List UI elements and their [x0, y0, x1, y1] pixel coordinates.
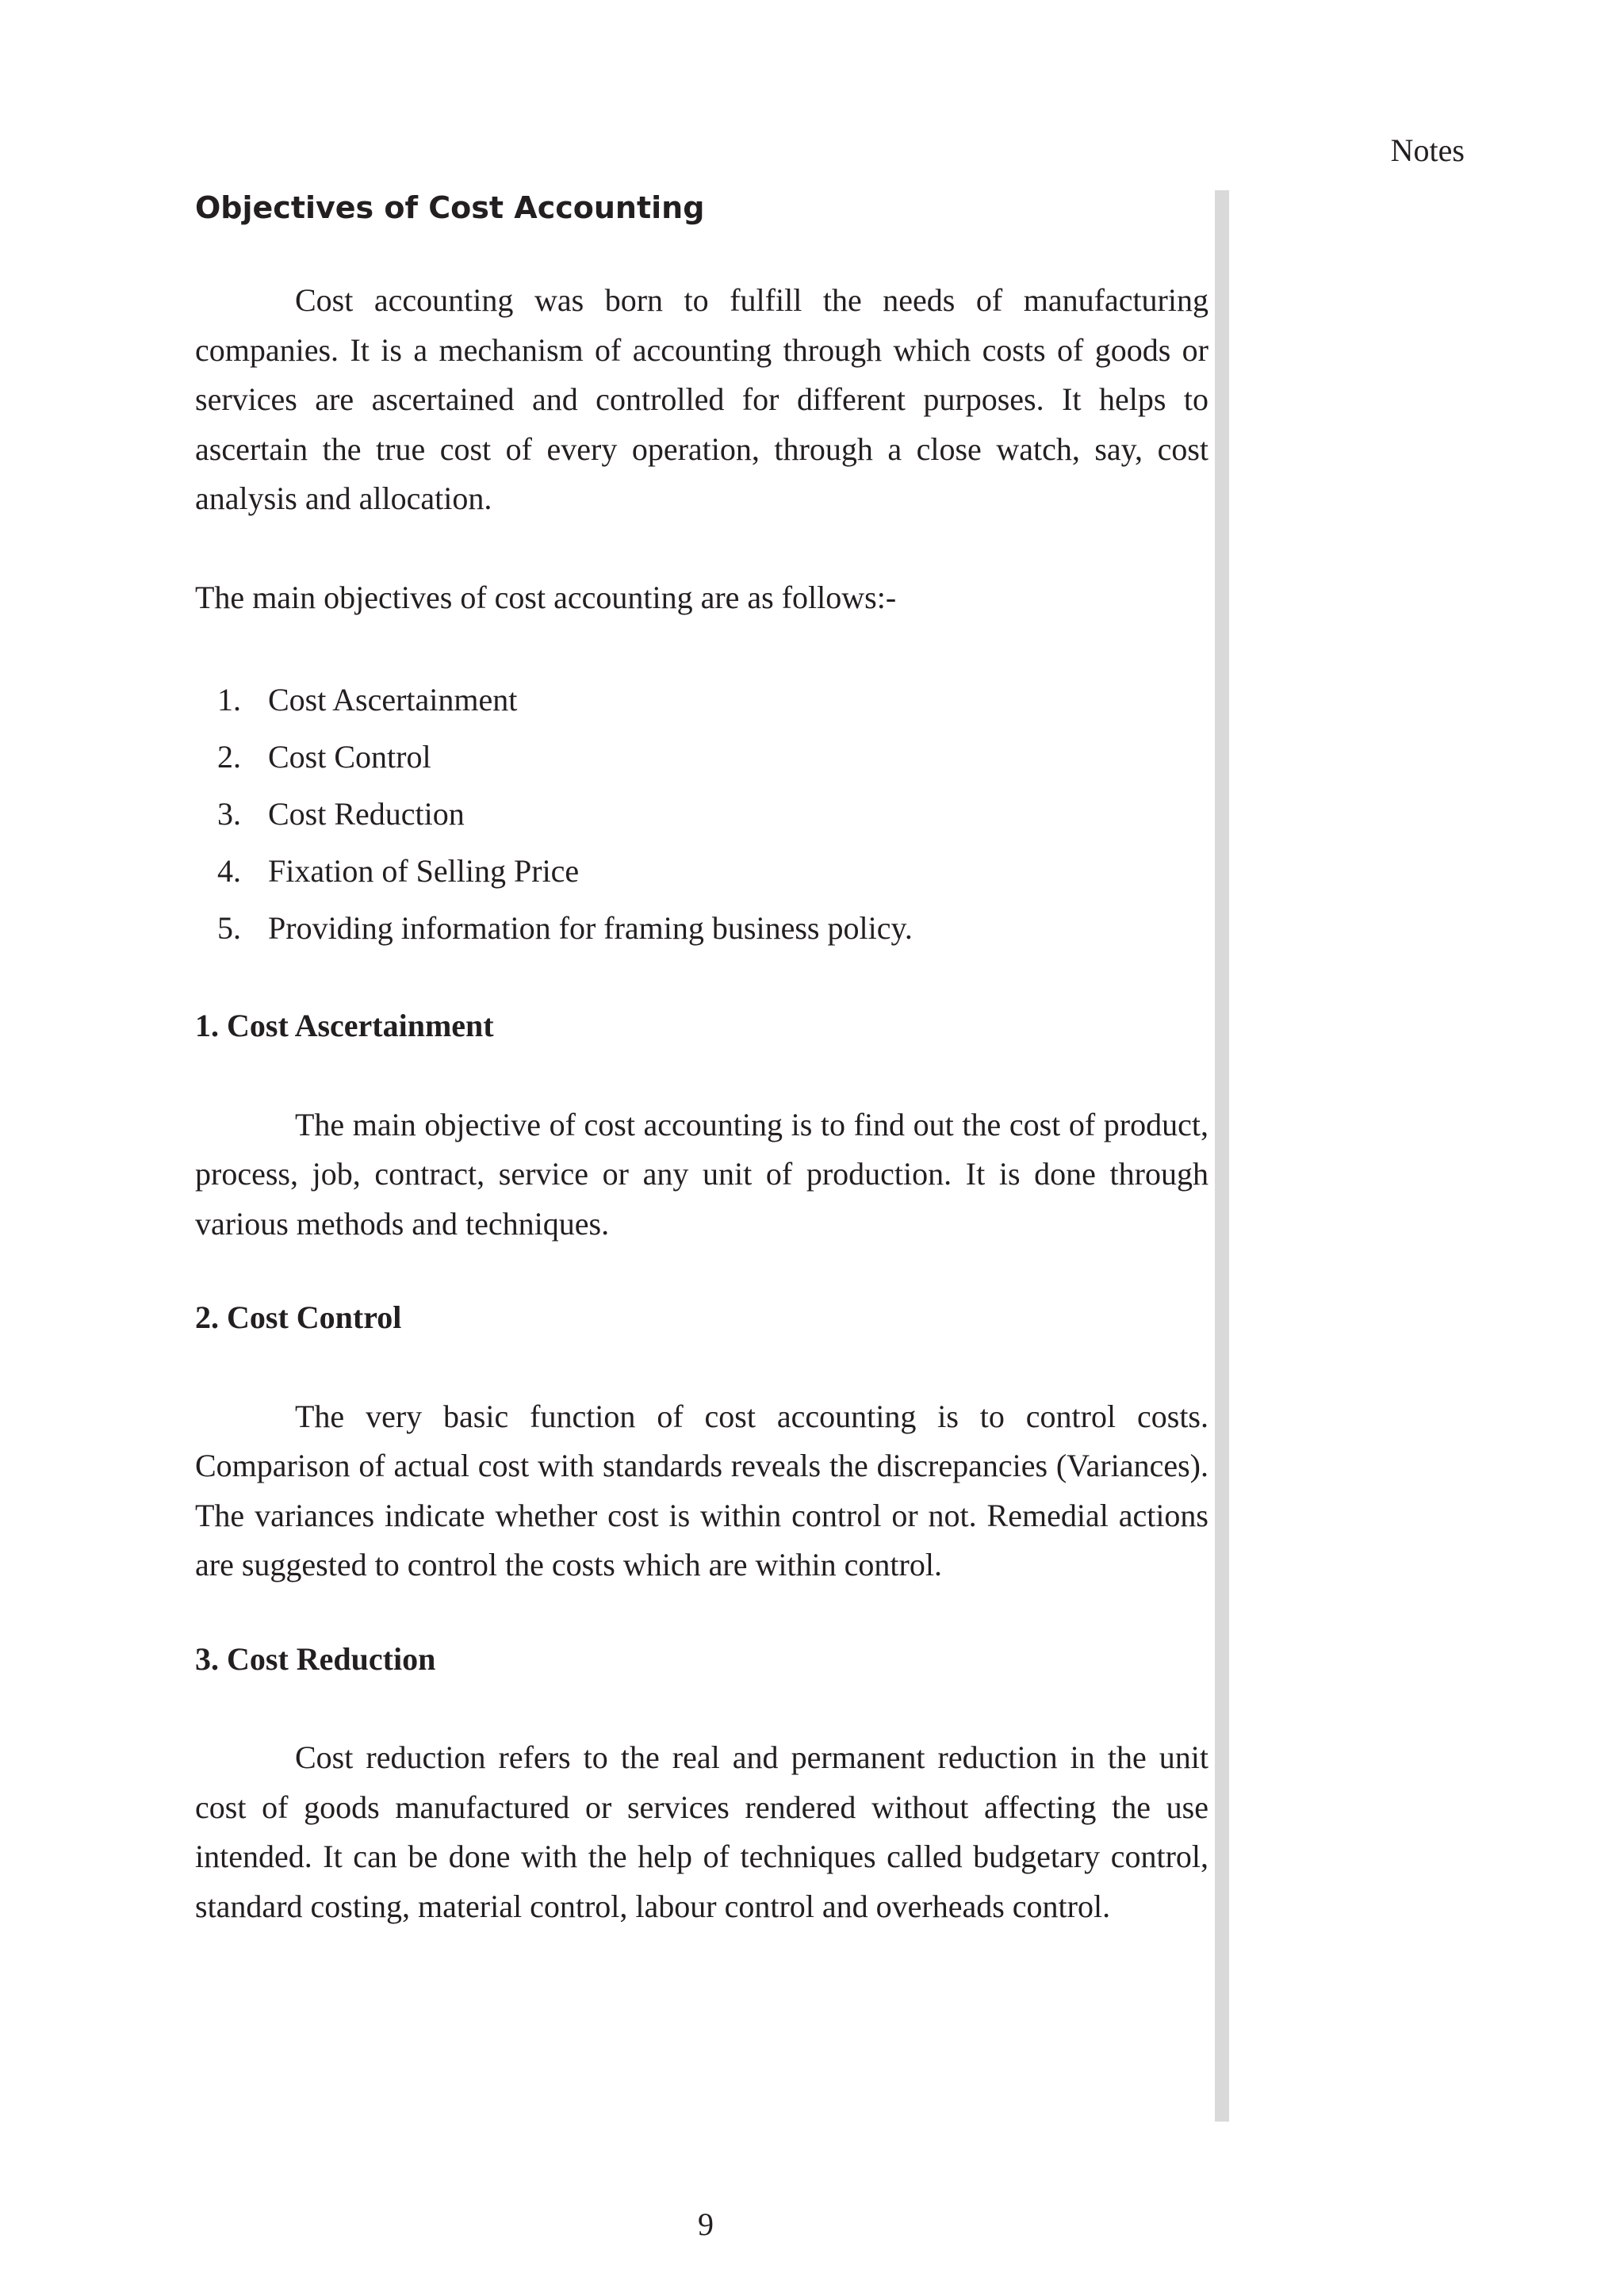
- list-item: [195, 672, 1208, 729]
- subsection-body-cost-control: The very basic function of cost accounting is to control costs. Comparison of actual cost with standards reveals the discrepancies (Variances). The variances indicate whether cost is within control or not. Remedial actions are suggested to control the costs which are within control.: [195, 1398, 1208, 1582]
- page-number: 9: [698, 2206, 714, 2242]
- subsection-heading-cost-control: 2. Cost Control: [195, 1299, 402, 1335]
- list-item: [195, 786, 1208, 843]
- list-item-text: Cost Reduction: [268, 796, 465, 832]
- margin-rule: [1215, 190, 1229, 2122]
- list-item-text: Fixation of Selling Price: [268, 853, 580, 889]
- list-item-number: 5.: [217, 910, 241, 946]
- list-item: [195, 900, 1208, 957]
- notes-margin-label: Notes: [1390, 132, 1465, 168]
- list-item-text: Providing information for framing business policy.: [268, 910, 913, 946]
- subsection-body-cost-ascertainment: The main objective of cost accounting is to find out the cost of product, process, job, contract, service or any unit of production. It is done through various methods and techniques.: [195, 1106, 1208, 1242]
- list-item-number: 1.: [217, 682, 241, 718]
- list-item-number: 4.: [217, 853, 241, 889]
- objectives-lead-in: The main objectives of cost accounting are as follows:-: [195, 579, 897, 615]
- list-item: [195, 729, 1208, 786]
- intro-paragraph: Cost accounting was born to fulfill the needs of manufacturing companies. It is a mechanism of accounting through which costs of goods or services are ascertained and controlled for different purposes. It helps to ascertain the true cost of every operation, through a close watch, say, cost analysis and allocation.: [195, 282, 1208, 516]
- subsection-heading-cost-reduction: 3. Cost Reduction: [195, 1640, 436, 1677]
- section-title: Objectives of Cost Accounting: [195, 190, 705, 225]
- list-item-number: 3.: [217, 796, 241, 832]
- page-content: [195, 187, 1208, 1931]
- list-item-text: Cost Ascertainment: [268, 682, 518, 718]
- list-item: [195, 843, 1208, 900]
- subsection-heading-cost-ascertainment: 1. Cost Ascertainment: [195, 1008, 494, 1043]
- list-item-text: Cost Control: [268, 739, 431, 775]
- objectives-list: [195, 672, 1208, 957]
- list-item-number: 2.: [217, 739, 241, 775]
- subsection-body-cost-reduction: Cost reduction refers to the real and permanent reduction in the unit cost of goods manufactured or services rendered without affecting the use intended. It can be done with the help of techniques called budgetary control, standard costing, material control, labour control and overheads control.: [195, 1739, 1208, 1924]
